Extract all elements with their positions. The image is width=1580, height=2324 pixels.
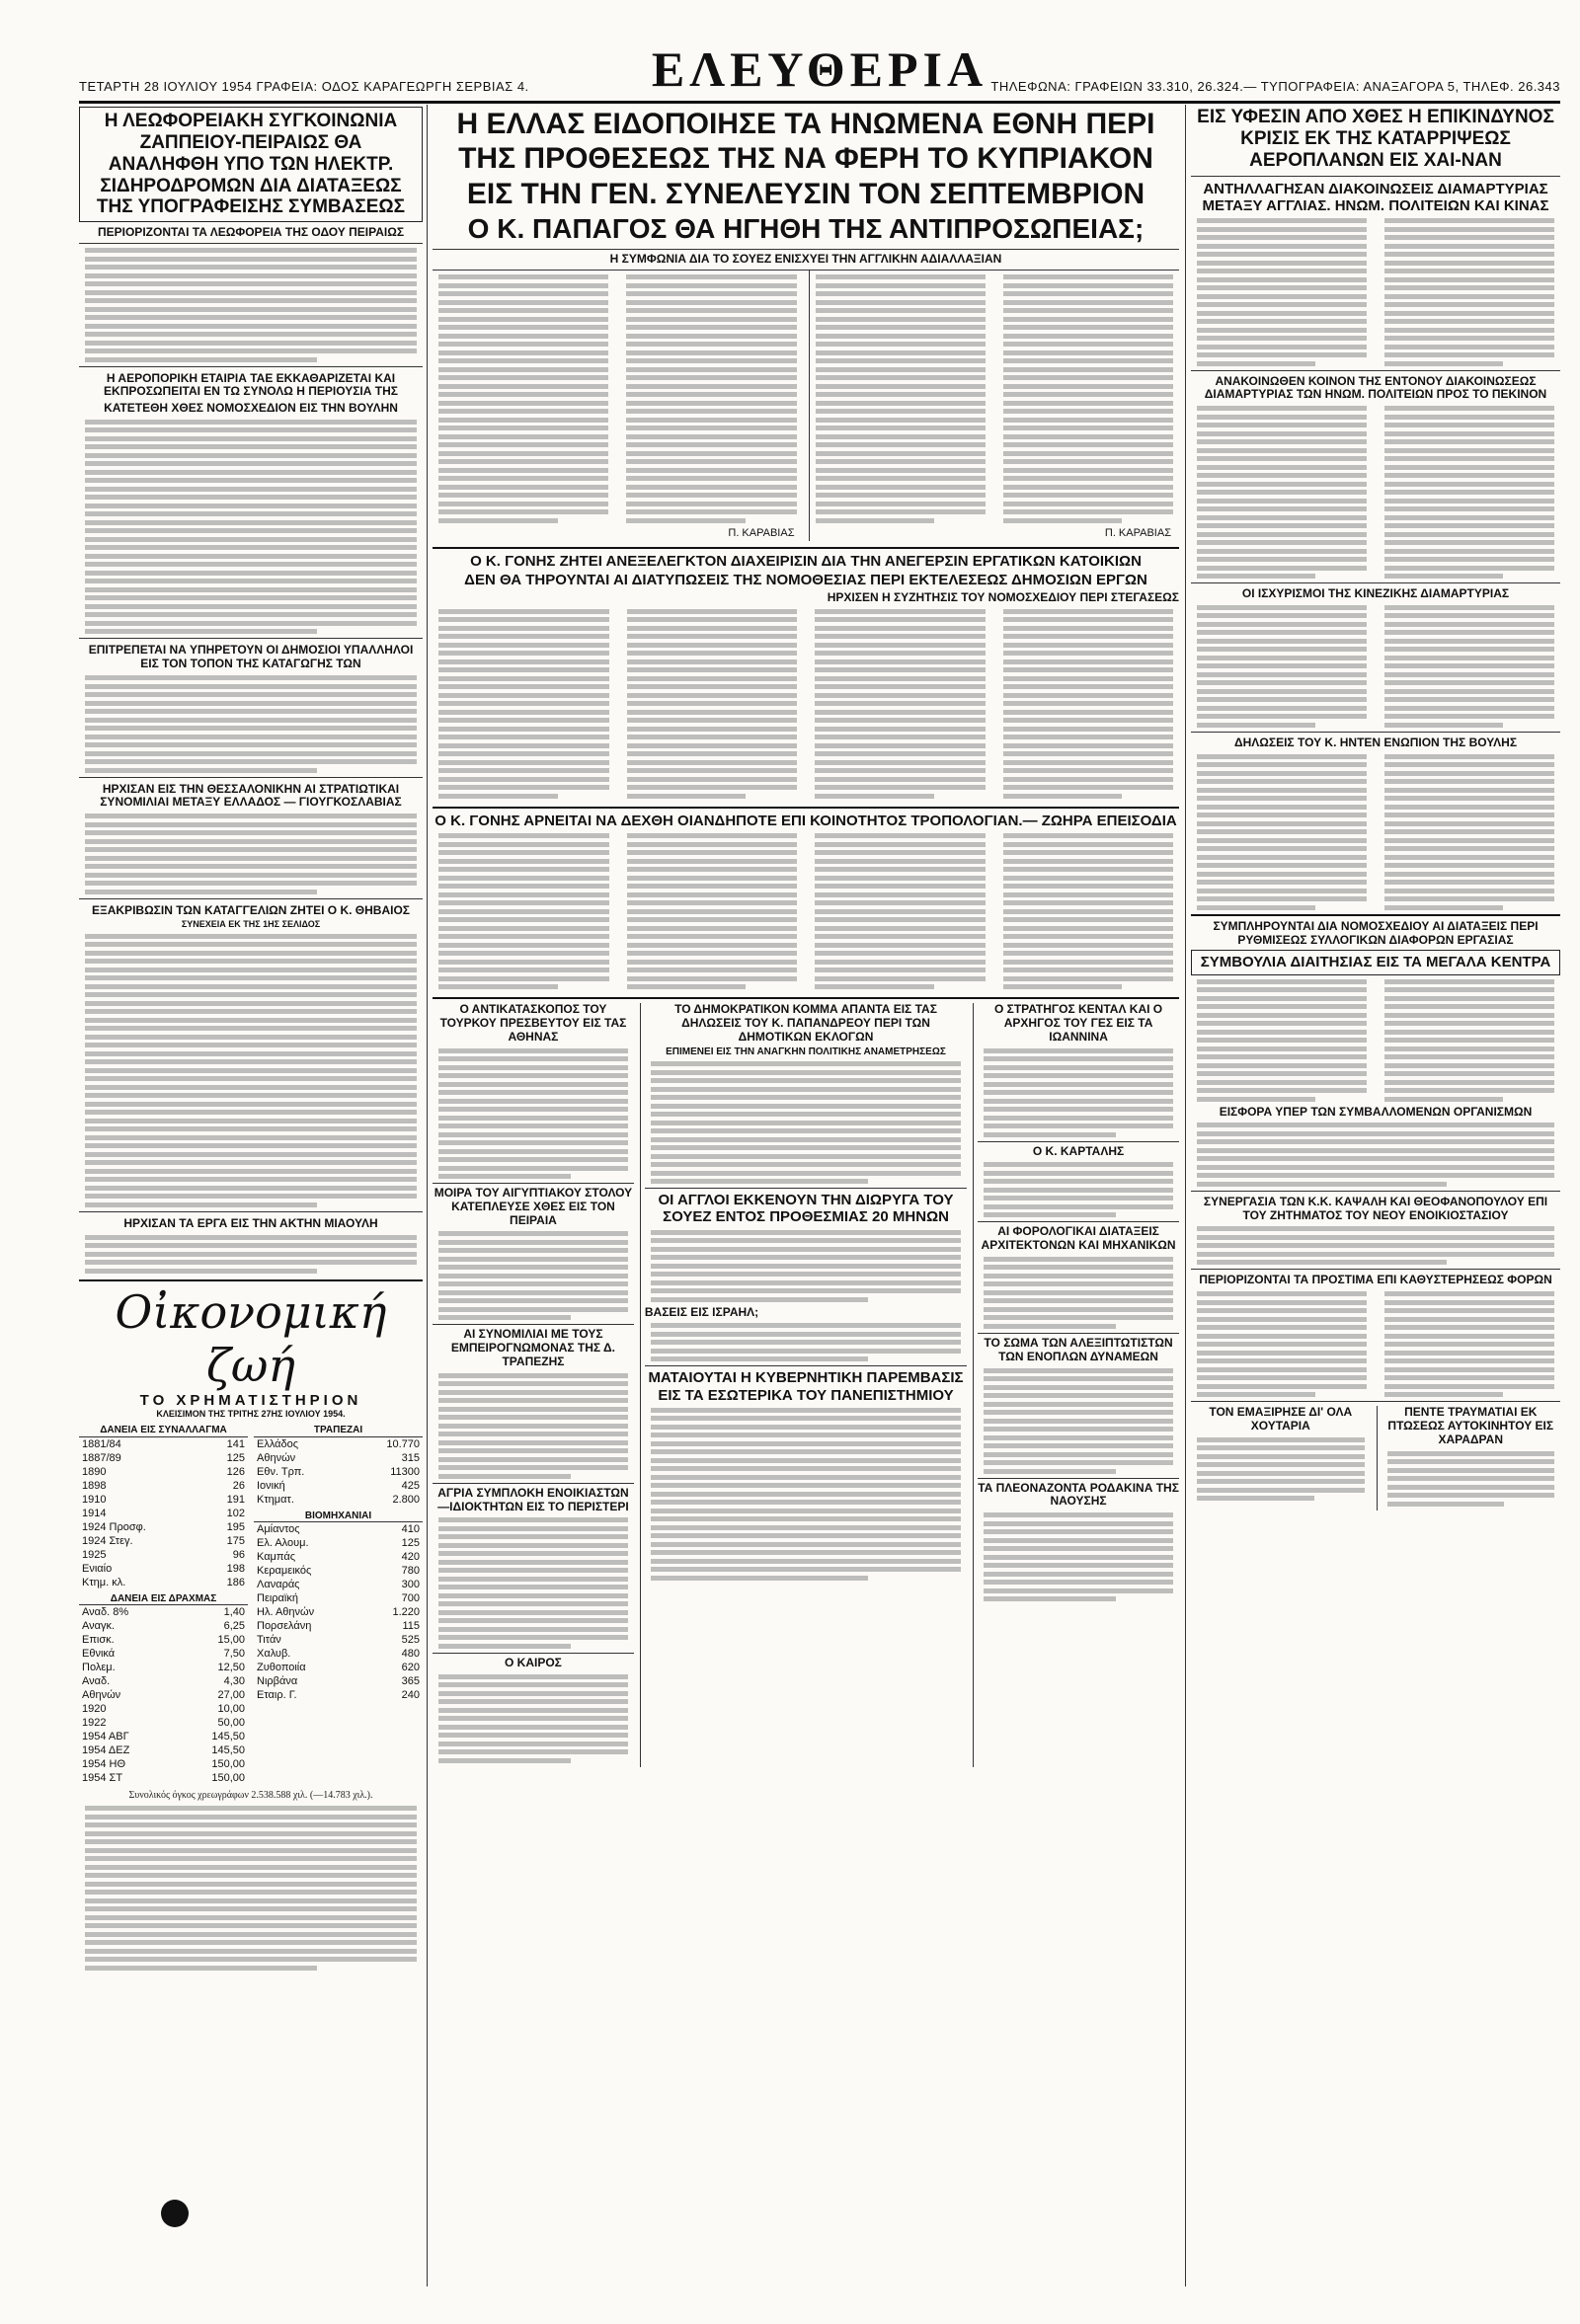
article-body: [1387, 1451, 1555, 1507]
market-value: 300: [401, 1579, 420, 1591]
market-label: 1898: [82, 1479, 107, 1492]
market-value: 12,50: [217, 1662, 245, 1674]
article-subhead: ΗΡΧΙΣΕΝ Η ΣΥΖΗΤΗΣΙΣ ΤΟΥ ΝΟΜΟΣΧΕΔΙΟΥ ΠΕΡΙ ΣΤΕΓΑΣΕΩΣ: [827, 590, 1179, 605]
article-body: [438, 1517, 628, 1649]
masthead: [79, 39, 1560, 99]
market-row: [254, 1536, 423, 1550]
article-body: [1197, 406, 1367, 579]
market-label: Πολεμ.: [82, 1662, 116, 1674]
economy-subtitle: ΤΟ ΧΡΗΜΑΤΙΣΤΗΡΙΟΝ: [139, 1391, 362, 1409]
article-headline-antikataskopos: Ο ΑΝΤΙΚΑΤΑΣΚΟΠΟΣ ΤΟΥ ΤΟΥΡΚΟΥ ΠΡΕΣΒΕΥΤΟΥ ΕΙΣ ΤΑΣ ΑΘΗΝΑΣ: [439, 1002, 627, 1044]
market-value: 6,25: [223, 1620, 245, 1633]
market-row: [254, 1591, 423, 1605]
market-value: 115: [402, 1620, 420, 1633]
article-headline-prostima: ΠΕΡΙΟΡΙΖΟΝΤΑΙ ΤΑ ΠΡΟΣΤΙΜΑ ΕΠΙ ΚΑΘΥΣΤΕΡΗΣΕΩΣ ΦΟΡΩΝ: [1191, 1269, 1560, 1287]
market-value: 126: [226, 1465, 245, 1478]
market-label: 1922: [82, 1717, 107, 1730]
market-row: [79, 1520, 248, 1534]
article-body: [651, 1230, 961, 1302]
market-label: 1914: [82, 1507, 107, 1519]
market-row: [254, 1633, 423, 1647]
article-headline-thivaios: ΕΞΑΚΡΙΒΩΣΙΝ ΤΩΝ ΚΑΤΑΓΓΕΛΙΩΝ ΖΗΤΕΙ Ο Κ. ΘΗΒΑΙΟΣ: [79, 898, 423, 918]
article-body: [1384, 979, 1554, 1102]
article-body: [984, 1048, 1173, 1137]
article-body: [1197, 754, 1367, 910]
loans-fx-table: [79, 1437, 248, 1589]
market-label: Νιρβάνα: [257, 1675, 298, 1688]
market-value: 7,50: [223, 1648, 245, 1661]
market-row: [79, 1576, 248, 1589]
article-body: [85, 1806, 417, 1971]
market-row: [254, 1647, 423, 1661]
market-label: 1924 Στεγ.: [82, 1534, 133, 1547]
market-row: [254, 1564, 423, 1578]
market-value: 125: [401, 1537, 420, 1550]
article-body: [984, 1368, 1173, 1474]
article-headline-tae: Η ΑΕΡΟΠΟΡΙΚΗ ΕΤΑΙΡΙΑ ΤΑΕ ΕΚΚΑΘΑΡΙΖΕΤΑΙ ΚΑΙ ΕΚΠΡΟΣΩΠΕΙΤΑΙ ΕΝ ΤΩ ΣΥΝΟΛΩ Η ΠΕΡΙΟΥΣΙΑ ΤΗΣ: [79, 366, 423, 400]
article-headline-dimokratiko: ΤΟ ΔΗΜΟΚΡΑΤΙΚΟΝ ΚΟΜΜΑ ΑΠΑΝΤΑ ΕΙΣ ΤΑΣ ΔΗΛΩΣΕΙΣ ΤΟΥ Κ. ΠΑΠΑΝΔΡΕΟΥ ΠΕΡΙ ΤΩΝ ΔΗΜΟΤΙΚΩΝ ΕΚΛΟΓΩΝ: [674, 1002, 937, 1044]
market-row: [79, 1661, 248, 1674]
article-headline-souez: ΟΙ ΑΓΓΛΟΙ ΕΚΚΕΝΟΥΝ ΤΗΝ ΔΙΩΡΥΓΑ ΤΟΥ ΣΟΥΕΖ ΕΝΤΟΣ ΠΡΟΘΕΣΜΙΑΣ 20 ΜΗΝΩΝ: [645, 1188, 967, 1226]
market-label: Ελ. Αλουμ.: [257, 1537, 309, 1550]
market-value: 27,00: [217, 1689, 245, 1702]
economy-closing-date: ΚΛΕΙΣΙΜΟΝ ΤΗΣ ΤΡΙΤΗΣ 27ΗΣ ΙΟΥΛΙΟΥ 1954.: [156, 1408, 346, 1419]
market-label: 1925: [82, 1548, 107, 1561]
main-strap: Η ΣΥΜΦΩΝΙΑ ΔΙΑ ΤΟ ΣΟΥΕΖ ΕΝΙΣΧΥΕΙ ΤΗΝ ΑΓΓΛΙΚΗΝ ΑΔΙΑΛΛΑΞΙΑΝ: [433, 249, 1179, 271]
market-value: 780: [401, 1565, 420, 1578]
market-label: Χαλυβ.: [257, 1648, 291, 1661]
market-label: Εθν. Τρπ.: [257, 1465, 305, 1478]
market-row: [79, 1743, 248, 1757]
article-headline-aigyptiakos: ΜΟΙΡΑ ΤΟΥ ΑΙΓΥΠΤΙΑΚΟΥ ΣΤΟΛΟΥ ΚΑΤΕΠΛΕΥΣΕ ΧΘΕΣ ΕΙΣ ΤΟΝ ΠΕΙΡΑΙΑ: [433, 1183, 634, 1227]
market-row: [79, 1619, 248, 1633]
article-headline-israil: ΒΑΣΕΙΣ ΕΙΣ ΙΣΡΑΗΛ;: [644, 1304, 759, 1319]
main-subheadline: Ο Κ. ΠΑΠΑΓΟΣ ΘΑ ΗΓΗΘΗ ΤΗΣ ΑΝΤΙΠΡΟΣΩΠΕΙΑΣ;: [467, 213, 1145, 245]
article-headline-tropologia: Ο Κ. ΓΟΝΗΣ ΑΡΝΕΙΤΑΙ ΝΑ ΔΕΧΘΗ ΟΙΑΝΔΗΠΟΤΕ ΕΠΙ ΚΟΙΝΟΤΗΤΟΣ ΤΡΟΠΟΛΟΓΙΑΝ.— ΖΩΗΡΑ ΕΠΕΙΣΟΔΙΑ: [434, 812, 1177, 829]
article-body: [1384, 406, 1554, 579]
market-value: 15,00: [217, 1634, 245, 1647]
market-value: 50,00: [217, 1717, 245, 1730]
market-row: [79, 1605, 248, 1619]
newspaper-title: ΕΛΕΥΘΕΡΙΑ: [651, 41, 988, 97]
market-label: Αθηνών: [257, 1451, 296, 1464]
market-label: 1910: [82, 1493, 107, 1506]
market-label: Ελλάδος: [257, 1437, 299, 1450]
table-title-loans-drachma: ΔΑΝΕΙΑ ΕΙΣ ΔΡΑΧΜΑΣ: [79, 1593, 248, 1606]
market-label: 1924 Προσφ.: [82, 1520, 146, 1533]
article-headline-krisis: ΕΙΣ ΥΦΕΣΙΝ ΑΠΟ ΧΘΕΣ Η ΕΠΙΚΙΝΔΥΝΟΣ ΚΡΙΣΙΣ ΕΚ ΤΗΣ ΚΑΤΑΡΡΙΨΕΩΣ ΑΕΡΟΠΛΑΝΩΝ ΕΙΣ ΧΑΙ-ΝΑΝ: [1197, 107, 1554, 171]
article-body: [627, 833, 798, 989]
market-value: 150,00: [211, 1758, 245, 1771]
market-value: 315: [401, 1451, 420, 1464]
article-body: [1384, 1291, 1554, 1397]
byline: Π. ΚΑΡΑΒΙΑΣ: [1104, 526, 1171, 539]
market-label: Εταιρ. Γ.: [257, 1689, 297, 1702]
byline: Π. ΚΑΡΑΒΙΑΣ: [728, 526, 795, 539]
market-value: 145,50: [211, 1731, 245, 1743]
article-headline-ypalliloi: ΕΠΙΤΡΕΠΕΤΑΙ ΝΑ ΥΠΗΡΕΤΟΥΝ ΟΙ ΔΗΜΟΣΙΟΙ ΥΠΑΛΛΗΛΟΙ ΕΙΣ ΤΟΝ ΤΟΠΟΝ ΤΗΣ ΚΑΤΑΓΩΓΗΣ ΤΩΝ: [79, 638, 423, 671]
article-body: [984, 1257, 1173, 1329]
left-column: [79, 107, 423, 2279]
market-row: [79, 1633, 248, 1647]
article-body: [438, 609, 609, 799]
market-value: 1,40: [223, 1606, 245, 1619]
article-body: [984, 1512, 1173, 1601]
market-row: [79, 1757, 248, 1771]
market-value: 102: [226, 1507, 245, 1519]
article-headline-trapeza: ΑΙ ΣΥΝΟΜΙΛΙΑΙ ΜΕ ΤΟΥΣ ΕΜΠΕΙΡΟΓΝΩΜΟΝΑΣ ΤΗΣ Δ. ΤΡΑΠΕΖΗΣ: [433, 1324, 634, 1368]
article-body: [1197, 1226, 1554, 1265]
article-headline-pekino: ΑΝΑΚΟΙΝΩΘΕΝ ΚΟΙΝΟΝ ΤΗΣ ΕΝΤΟΝΟΥ ΔΙΑΚΟΙΝΩΣΕΩΣ ΔΙΑΜΑΡΤΥΡΙΑΣ ΤΩΝ ΗΝΩΜ. ΠΟΛΙΤΕΙΩΝ ΠΡΟΣ ΤΟ ΠΕΚΙΝΟΝ: [1191, 370, 1560, 403]
market-row: [254, 1465, 423, 1479]
market-row: [79, 1562, 248, 1576]
market-value: 10,00: [217, 1703, 245, 1716]
table-title-banks: ΤΡΑΠΕΖΑΙ: [254, 1425, 423, 1437]
market-total: Συνολικός όγκος χρεωγράφων 2.538.588 χιλ. (—14.783 χιλ.).: [128, 1790, 373, 1802]
article-subhead: ΑΝΤΗΛΛΑΓΗΣΑΝ ΔΙΑΚΟΙΝΩΣΕΙΣ ΔΙΑΜΑΡΤΥΡΙΑΣ ΜΕΤΑΞΥ ΑΓΓΛΙΑΣ. ΗΝΩΜ. ΠΟΛΙΤΕΙΩΝ ΚΑΙ ΚΙΝΑΣ: [1191, 176, 1560, 215]
ink-blot: [161, 2200, 189, 2227]
article-body: [85, 248, 417, 362]
column-divider: [427, 105, 428, 2286]
market-value: 700: [401, 1592, 420, 1605]
market-row: [79, 1437, 248, 1451]
market-label: Κεραμεικός: [257, 1565, 312, 1578]
market-label: 1954 ΔΕΖ: [82, 1744, 130, 1757]
market-value: 420: [401, 1551, 420, 1564]
market-label: Πορσελάνη: [257, 1620, 312, 1633]
market-label: Αναγκ.: [82, 1620, 116, 1633]
market-label: Ενιαίο: [82, 1562, 113, 1575]
article-headline-syllogikai: ΣΥΜΠΛΗΡΟΥΝΤΑΙ ΔΙΑ ΝΟΜΟΣΧΕΔΙΟΥ ΑΙ ΔΙΑΤΑΞΕΙΣ ΠΕΡΙ ΡΥΘΜΙΣΕΩΣ ΣΥΛΛΟΓΙΚΩΝ ΔΙΑΦΟΡΩΝ ΕΡΓΑΣΙΑΣ: [1191, 914, 1560, 948]
article-headline-kineziki: ΟΙ ΙΣΧΥΡΙΣΜΟΙ ΤΗΣ ΚΙΝΕΖΙΚΗΣ ΔΙΑΜΑΡΤΥΡΙΑΣ: [1191, 582, 1560, 601]
market-row: [254, 1451, 423, 1465]
article-headline-synomiliai: ΗΡΧΙΣΑΝ ΕΙΣ ΤΗΝ ΘΕΣΣΑΛΟΝΙΚΗΝ ΑΙ ΣΤΡΑΤΙΩΤΙΚΑΙ ΣΥΝΟΜΙΛΙΑΙ ΜΕΤΑΞΥ ΕΛΛΑΔΟΣ — ΓΙΟΥΓΚΟΣΛΑΒΙΑΣ: [79, 777, 423, 811]
article-headline-kental: Ο ΣΤΡΑΤΗΓΟΣ ΚΕΝΤΑΛ ΚΑΙ Ο ΑΡΧΗΓΟΣ ΤΟΥ ΓΕΣ ΕΙΣ ΤΑ ΙΩΑΝΝΙΝΑ: [993, 1002, 1163, 1044]
market-row: [79, 1771, 248, 1785]
article-body: [1197, 1437, 1365, 1502]
article-headline-emaxirise: ΤΟΝ ΕΜΑΞΙΡΗΣΕ ΔΙ' ΟΛΑ ΧΟΥΤΑΡΙΑ: [1209, 1405, 1353, 1433]
market-label: Τιτάν: [257, 1634, 281, 1647]
article-body: [85, 675, 417, 773]
article-body: [1384, 605, 1554, 728]
market-value: 195: [226, 1520, 245, 1533]
market-row: [79, 1493, 248, 1507]
article-body: [651, 1323, 961, 1361]
article-body: [1003, 274, 1173, 523]
market-row: [254, 1479, 423, 1493]
market-label: Ζυθοποιία: [257, 1662, 306, 1674]
article-headline-gonis: Ο Κ. ΓΟΝΗΣ ΖΗΤΕΙ ΑΝΕΞΕΛΕΓΚΤΟΝ ΔΙΑΧΕΙΡΙΣΙΝ ΔΙΑ ΤΗΝ ΑΝΕΓΕΡΣΙΝ ΕΡΓΑΤΙΚΩΝ ΚΑΤΟΙΚΙΩΝ: [470, 552, 1142, 570]
market-label: Λαναράς: [257, 1579, 300, 1591]
market-row: [79, 1688, 248, 1702]
article-body: [1197, 218, 1367, 366]
market-label: Επισκ.: [82, 1634, 115, 1647]
market-value: 10.770: [386, 1437, 420, 1450]
market-label: 1920: [82, 1703, 107, 1716]
article-subhead: ΔΕΝ ΘΑ ΤΗΡΟΥΝΤΑΙ ΑΙ ΔΙΑΤΥΠΩΣΕΙΣ ΤΗΣ ΝΟΜΟΘΕΣΙΑΣ ΠΕΡΙ ΕΚΤΕΛΕΣΕΩΣ ΔΗΜΟΣΙΩΝ ΕΡΓΩΝ: [464, 571, 1147, 588]
market-row: [79, 1507, 248, 1520]
table-title-industries: ΒΙΟΜΗΧΑΝΙΑΙ: [254, 1511, 423, 1523]
market-value: 175: [226, 1534, 245, 1547]
market-row: [254, 1661, 423, 1674]
article-headline-panepistimio: ΜΑΤΑΙΟΥΤΑΙ Η ΚΥΒΕΡΝΗΤΙΚΗ ΠΑΡΕΜΒΑΣΙΣ ΕΙΣ ΤΑ ΕΣΩΤΕΡΙΚΑ ΤΟΥ ΠΑΝΕΠΙΣΤΗΜΙΟΥ: [645, 1365, 967, 1404]
market-row: [254, 1493, 423, 1507]
main-headline: Η ΕΛΛΑΣ ΕΙΔΟΠΟΙΗΣΕ ΤΑ ΗΝΩΜΕΝΑ ΕΘΝΗ ΠΕΡΙ ΤΗΣ ΠΡΟΘΕΣΕΩΣ ΤΗΣ ΝΑ ΦΕΡΗ ΤΟ ΚΥΠΡΙΑΚΟΝ ΕΙΣ ΤΗΝ ΓΕΝ. ΣΥΝΕΛΕΥΣΙΝ ΤΟΝ ΣΕΠΤΕΜΒΡΙΟΝ: [456, 108, 1155, 210]
market-row: [79, 1647, 248, 1661]
market-value: 365: [401, 1675, 420, 1688]
table-title-loans-fx: ΔΑΝΕΙΑ ΕΙΣ ΣΥΝΑΛΛΑΓΜΑ: [79, 1425, 248, 1437]
banks-table: [254, 1437, 423, 1507]
market-row: [79, 1702, 248, 1716]
market-row: [254, 1619, 423, 1633]
market-label: Αθηνών: [82, 1689, 121, 1702]
market-value: 191: [226, 1493, 245, 1506]
market-row: [79, 1534, 248, 1548]
market-value: 410: [401, 1523, 420, 1536]
market-label: Ηλ. Αθηνών: [257, 1606, 315, 1619]
article-subhead: ΕΠΙΜΕΝΕΙ ΕΙΣ ΤΗΝ ΑΝΑΓΚΗΝ ΠΟΛΙΤΙΚΗΣ ΑΝΑΜΕΤΡΗΣΕΩΣ: [666, 1046, 946, 1057]
article-body: [85, 1235, 417, 1274]
masthead-rule: [79, 101, 1560, 104]
market-value: 240: [401, 1689, 420, 1702]
market-row: [79, 1479, 248, 1493]
article-headline-traumatiai: ΠΕΝΤΕ ΤΡΑΥΜΑΤΙΑΙ ΕΚ ΠΤΩΣΕΩΣ ΑΥΤΟΚΙΝΗΤΟΥ ΕΙΣ ΧΑΡΑΔΡΑΝ: [1387, 1405, 1554, 1446]
loans-drachma-table: [79, 1605, 248, 1785]
market-row: [79, 1548, 248, 1562]
market-label: Κτημ. κλ.: [82, 1576, 126, 1588]
article-body: [438, 274, 608, 523]
market-value: 425: [401, 1479, 420, 1492]
market-label: 1881/84: [82, 1437, 121, 1450]
article-body: [438, 833, 609, 989]
market-label: 1954 ΗΘ: [82, 1758, 126, 1771]
article-body: [85, 420, 417, 635]
market-row: [254, 1522, 423, 1536]
market-value: 145,50: [211, 1744, 245, 1757]
market-row: [254, 1605, 423, 1619]
article-subhead: ΠΕΡΙΟΡΙΖΟΝΤΑΙ ΤΑ ΛΕΩΦΟΡΕΙΑ ΤΗΣ ΟΔΟΥ ΠΕΙΡΑΙΩΣ: [79, 226, 423, 244]
market-label: 1887/89: [82, 1451, 121, 1464]
market-row: [254, 1578, 423, 1591]
article-headline-alexiptotistai: ΤΟ ΣΩΜΑ ΤΩΝ ΑΛΕΞΙΠΤΩΤΙΣΤΩΝ ΤΩΝ ΕΝΟΠΛΩΝ ΔΥΝΑΜΕΩΝ: [978, 1333, 1179, 1364]
article-body: [438, 1231, 628, 1320]
market-label: Καμπάς: [257, 1551, 295, 1564]
article-body: [1197, 979, 1367, 1102]
article-headline-ednen: ΔΗΛΩΣΕΙΣ ΤΟΥ Κ. ΗΝΤΕΝ ΕΝΩΠΙΟΝ ΤΗΣ ΒΟΥΛΗΣ: [1191, 732, 1560, 750]
economy-title: Οἰκονομική ζωή: [115, 1284, 387, 1392]
article-headline-peristeri: ΑΓΡΙΑ ΣΥΜΠΛΟΚΗ ΕΝΟΙΚΙΑΣΤΩΝ—ΙΔΙΟΚΤΗΤΩΝ ΕΙΣ ΤΟ ΠΕΡΙΣΤΕΡΙ: [433, 1483, 634, 1514]
market-label: Αναδ. 8%: [82, 1606, 129, 1619]
market-value: 525: [401, 1634, 420, 1647]
market-label: Αμίαντος: [257, 1523, 300, 1536]
article-body: [85, 934, 417, 1207]
article-body: [1384, 218, 1554, 366]
market-label: Πειραϊκή: [257, 1592, 298, 1605]
masthead-date-address: ΤΕΤΑΡΤΗ 28 ΙΟΥΛΙΟΥ 1954 ΓΡΑΦΕΙΑ: ΟΔΟΣ ΚΑΡΑΓΕΩΡΓΗ ΣΕΡΒΙΑΣ 4.: [79, 79, 529, 94]
market-label: Αναδ.: [82, 1675, 111, 1688]
market-value: 186: [226, 1576, 245, 1588]
market-row: [79, 1730, 248, 1743]
market-row: [79, 1674, 248, 1688]
article-body: [438, 1674, 628, 1763]
market-value: 198: [226, 1562, 245, 1575]
market-label: Κτηματ.: [257, 1493, 294, 1506]
article-headline-leoforeia: Η ΛΕΩΦΟΡΕΙΑΚΗ ΣΥΓΚΟΙΝΩΝΙΑ ΖΑΠΠΕΙΟΥ-ΠΕΙΡΑΙΩΣ ΘΑ ΑΝΑΛΗΦΘΗ ΥΠΟ ΤΩΝ ΗΛΕΚΤΡ. ΣΙΔΗΡΟΔΡΟΜΩΝ ΔΙΑ ΔΙΑΤΑΞΕΩΣ ΤΗΣ ΥΠΟΓΡΑΦΕΙΣΗΣ ΣΥΜΒΑΣΕΩΣ: [79, 107, 423, 222]
market-value: 4,30: [223, 1675, 245, 1688]
market-value: 11300: [390, 1465, 420, 1478]
market-row: [79, 1451, 248, 1465]
right-column: [1191, 107, 1560, 2279]
column-divider: [1185, 105, 1186, 2286]
market-value: 141: [226, 1437, 245, 1450]
article-body: [438, 1048, 628, 1180]
market-value: 2.800: [392, 1493, 420, 1506]
market-label: 1954 ΣΤ: [82, 1772, 123, 1785]
article-headline-eisfora: ΕΙΣΦΟΡΑ ΥΠΕΡ ΤΩΝ ΣΥΜΒΑΛΛΟΜΕΝΩΝ ΟΡΓΑΝΙΣΜΩΝ: [1219, 1104, 1533, 1119]
market-label: 1954 ΑΒΓ: [82, 1731, 129, 1743]
article-body: [1003, 833, 1174, 989]
article-body: [1003, 609, 1174, 799]
article-headline-aktimiaouli: ΗΡΧΙΣΑΝ ΤΑ ΕΡΓΑ ΕΙΣ ΤΗΝ ΑΚΤΗΝ ΜΙΑΟΥΛΗ: [79, 1211, 423, 1231]
market-row: [254, 1437, 423, 1451]
market-value: 125: [226, 1451, 245, 1464]
article-body: [815, 833, 986, 989]
article-body: [438, 1373, 628, 1479]
market-value: 620: [401, 1662, 420, 1674]
article-body: [1197, 1291, 1367, 1397]
market-label: Εθνικά: [82, 1648, 116, 1661]
market-row: [254, 1688, 423, 1702]
article-headline-kartalis: Ο Κ. ΚΑΡΤΑΛΗΣ: [978, 1141, 1179, 1159]
article-body: [816, 274, 986, 523]
market-row: [254, 1674, 423, 1688]
article-subhead: ΣΥΜΒΟΥΛΙΑ ΔΙΑΙΤΗΣΙΑΣ ΕΙΣ ΤΑ ΜΕΓΑΛΑ ΚΕΝΤΡΑ: [1191, 950, 1560, 974]
economy-section: [79, 1279, 423, 1971]
article-headline-rodakina: ΤΑ ΠΛΕΟΝΑΖΟΝΤΑ ΡΟΔΑΚΙΝΑ ΤΗΣ ΝΑΟΥΣΗΣ: [978, 1478, 1179, 1510]
continuation-label: ΣΥΝΕΧΕΙΑ ΕΚ ΤΗΣ 1ΗΣ ΣΕΛΙΔΟΣ: [181, 919, 321, 930]
article-body: [815, 609, 986, 799]
masthead-phones: ΤΗΛΕΦΩΝΑ: ΓΡΑΦΕΙΩΝ 33.310, 26.324.— ΤΥΠΟΓΡΑΦΕΙΑ: ΑΝΑΞΑΓΟΡΑ 5, ΤΗΛΕΦ. 26.343: [990, 79, 1560, 94]
article-body: [627, 609, 798, 799]
article-body: [651, 1408, 961, 1581]
article-body: [1384, 754, 1554, 910]
market-row: [79, 1716, 248, 1730]
article-subhead: ΚΑΤΕΤΕΘΗ ΧΘΕΣ ΝΟΜΟΣΧΕΔΙΟΝ ΕΙΣ ΤΗΝ ΒΟΥΛΗΝ: [104, 401, 398, 416]
article-headline-forologikai: ΑΙ ΦΟΡΟΛΟΓΙΚΑΙ ΔΙΑΤΑΞΕΙΣ ΑΡΧΙΤΕΚΤΟΝΩΝ ΚΑΙ ΜΗΧΑΝΙΚΩΝ: [978, 1221, 1179, 1253]
center-column: [433, 107, 1179, 2279]
article-headline-kairos: Ο ΚΑΙΡΟΣ: [433, 1653, 634, 1670]
article-body: [626, 274, 796, 523]
market-value: 150,00: [211, 1772, 245, 1785]
article-body: [984, 1162, 1173, 1217]
market-row: [254, 1550, 423, 1564]
article-body: [85, 813, 417, 894]
article-body: [1197, 1123, 1554, 1187]
market-row: [79, 1465, 248, 1479]
market-label: Ιονική: [257, 1479, 285, 1492]
market-value: 1.220: [392, 1606, 420, 1619]
market-value: 480: [401, 1648, 420, 1661]
market-label: 1890: [82, 1465, 107, 1478]
article-headline-kapsalis: ΣΥΝΕΡΓΑΣΙΑ ΤΩΝ Κ.Κ. ΚΑΨΑΛΗ ΚΑΙ ΘΕΟΦΑΝΟΠΟΥΛΟΥ ΕΠΙ ΤΟΥ ΖΗΤΗΜΑΤΟΣ ΤΟΥ ΝΕΟΥ ΕΝΟΙΚΙΟΣΤΑΣΙΟΥ: [1191, 1191, 1560, 1223]
article-body: [651, 1061, 961, 1184]
industries-table: [254, 1522, 423, 1702]
article-body: [1197, 605, 1367, 728]
market-value: 26: [232, 1479, 245, 1492]
market-value: 96: [232, 1548, 245, 1561]
